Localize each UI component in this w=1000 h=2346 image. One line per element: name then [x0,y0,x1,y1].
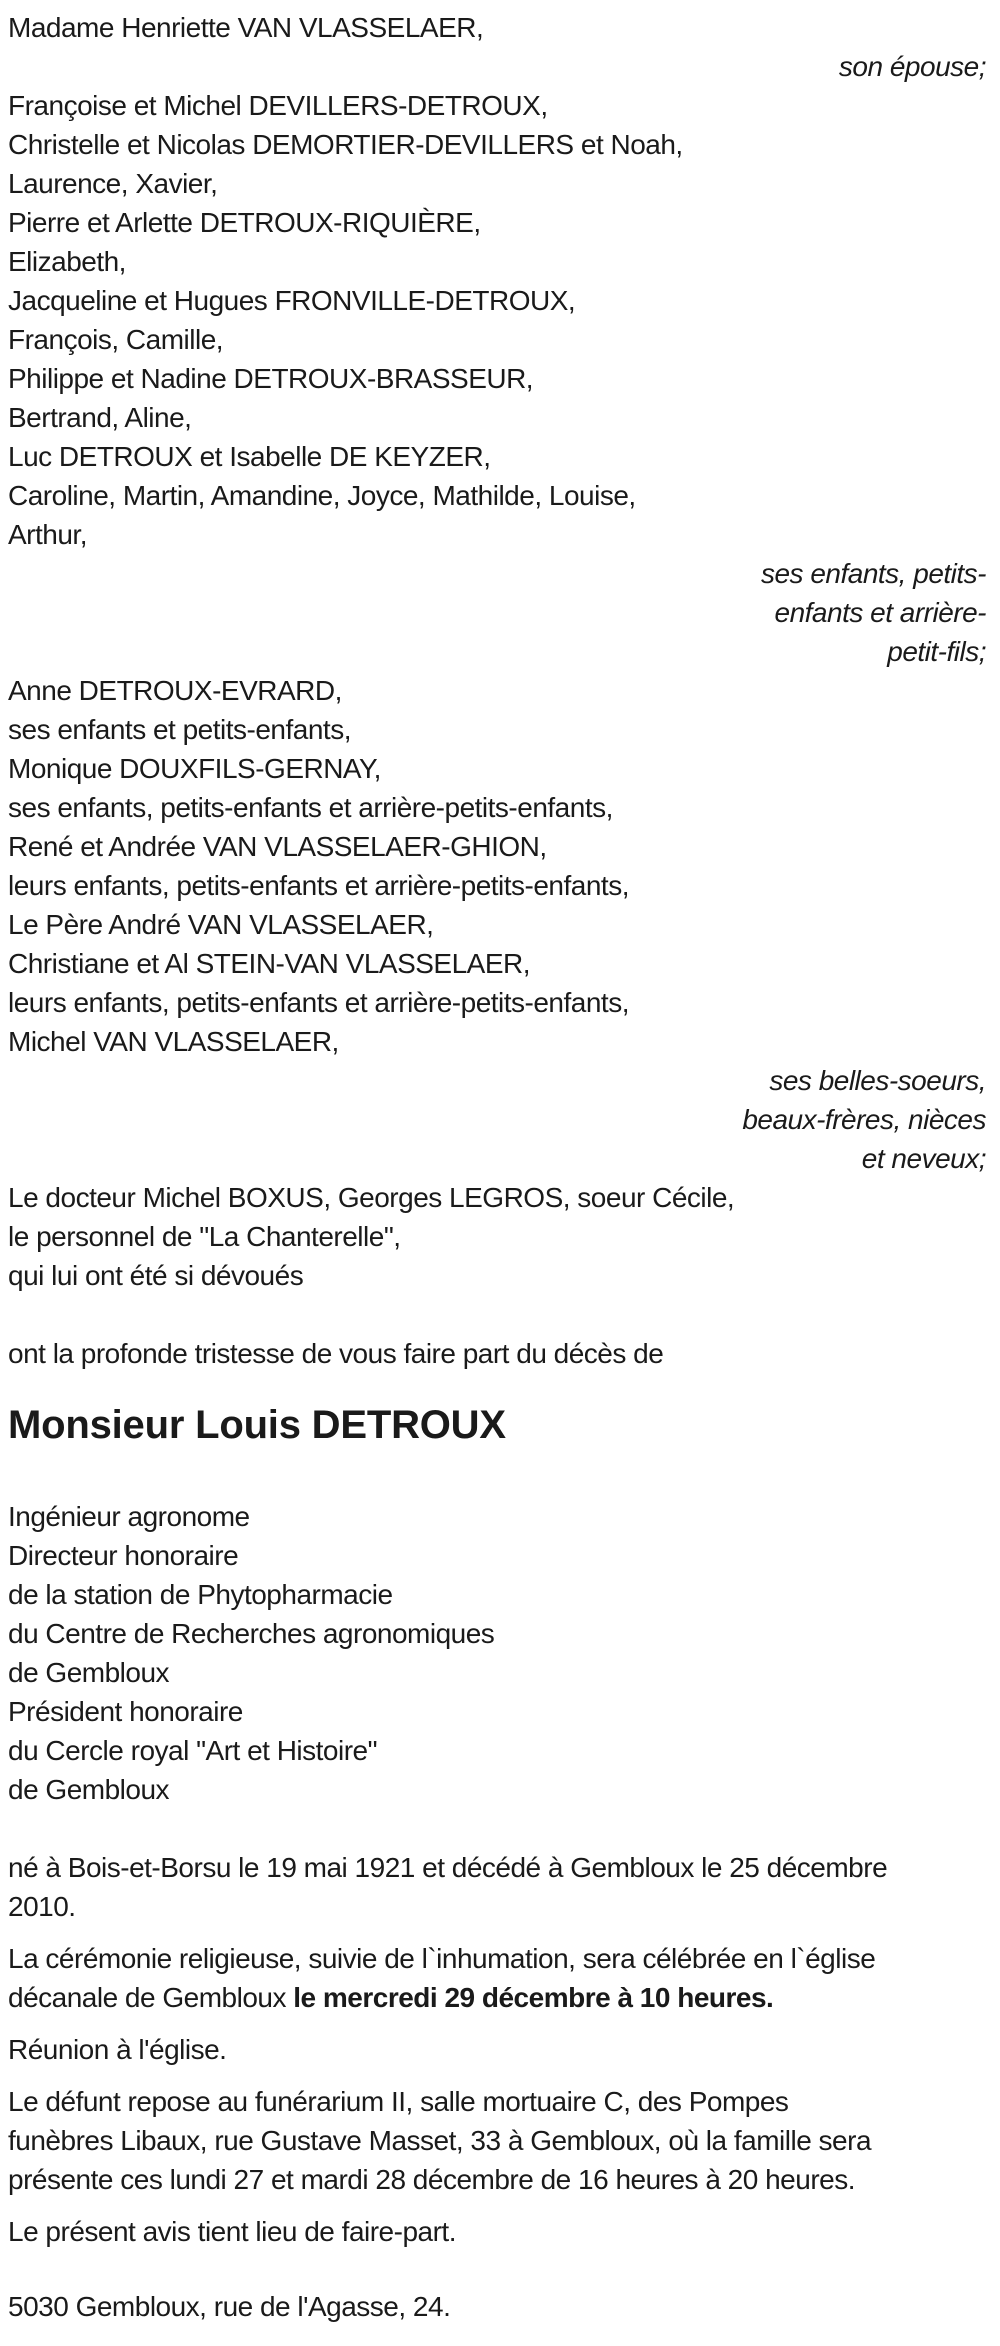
text-segment: Président honoraire [8,1696,243,1727]
notice-line [8,437,986,476]
text-segment: petit-fils; [887,636,986,667]
notice-line [8,710,986,749]
notice-line [8,1217,986,1256]
section-caregivers-names [8,1178,986,1295]
notice-line [8,476,986,515]
text-segment: Le Père André VAN VLASSELAER, [8,909,434,940]
text-segment: beaux-frères, nièces [742,1104,986,1135]
notice-line [8,203,986,242]
text-segment: ses enfants et petits-enfants, [8,714,351,745]
notice-line [8,515,986,554]
notice-line [8,554,986,593]
notice-line [8,1497,986,1536]
text-segment: Christelle et Nicolas DEMORTIER-DEVILLERS et Noah, [8,129,683,160]
text-segment: Christiane et Al STEIN-VAN VLASSELAER, [8,948,531,979]
notice-line [8,8,986,47]
text-segment: de Gembloux [8,1657,170,1688]
text-segment: funèbres Libaux, rue Gustave Masset, 33 à Gembloux, où la famille sera [8,2125,872,2156]
notice-line [8,2287,986,2326]
notice-line [8,242,986,281]
notice-line [8,1731,986,1770]
text-segment: ont la profonde tristesse de vous faire part du décès de [8,1338,664,1369]
text-segment: de Gembloux [8,1774,170,1805]
notice-line [8,86,986,125]
notice-line [8,2212,986,2251]
text-segment: du Centre de Recherches agronomiques [8,1618,495,1649]
notice-line [8,983,986,1022]
notice-line [8,866,986,905]
text-segment: Monique DOUXFILS-GERNAY, [8,753,381,784]
text-segment: Pierre et Arlette DETROUX-RIQUIÈRE, [8,207,481,238]
section-birth-death [8,1848,986,1926]
notice-line [8,1536,986,1575]
text-segment: Le défunt repose au funérarium II, salle mortuaire C, des Pompes [8,2086,789,2117]
text-segment: ses enfants, petits- [760,558,986,589]
text-segment: Ingénieur agronome [8,1501,250,1532]
text-segment: le personnel de "La Chanterelle", [8,1221,401,1252]
text-segment: Elizabeth, [8,246,126,277]
text-segment: Jacqueline et Hugues FRONVILLE-DETROUX, [8,285,576,316]
section-avis [8,2212,986,2251]
notice-line [8,1178,986,1217]
text-segment: 5030 Gembloux, rue de l'Agasse, 24. [8,2291,451,2322]
text-segment: enfants et arrière- [774,597,986,628]
text-segment: Françoise et Michel DEVILLERS-DETROUX, [8,90,548,121]
text-segment: Le docteur Michel BOXUS, Georges LEGROS, soeur Cécile, [8,1182,735,1213]
notice-line [8,1022,986,1061]
text-segment: René et Andrée VAN VLASSELAER-GHION, [8,831,547,862]
notice-line [8,2082,986,2121]
notice-line [8,1848,986,1887]
text-segment: son épouse; [838,51,986,82]
notice-line [8,1939,986,1978]
text-segment: Réunion à l'église. [8,2034,227,2065]
text-segment: François, Camille, [8,324,224,355]
section-spouse-name [8,8,986,47]
notice-text-flow [8,8,986,2326]
notice-line [8,1887,986,1926]
notice-line [8,2030,986,2069]
notice-line [8,398,986,437]
notice-line [8,1139,986,1178]
notice-line [8,1653,986,1692]
section-titles [8,1497,986,1809]
notice-line [8,320,986,359]
text-segment: Le présent avis tient lieu de faire-part. [8,2216,456,2247]
notice-line [8,47,986,86]
notice-line [8,1061,986,1100]
notice-line [8,749,986,788]
notice-line [8,164,986,203]
notice-line [8,1692,986,1731]
text-segment: Luc DETROUX et Isabelle DE KEYZER, [8,441,491,472]
section-children-relation [8,554,986,671]
text-segment: leurs enfants, petits-enfants et arrière-petits-enfants, [8,987,629,1018]
text-segment: La cérémonie religieuse, suivie de l`inhumation, sera célébrée en l`église [8,1943,876,1974]
notice-line [8,632,986,671]
notice-line [8,1575,986,1614]
text-segment: et neveux; [861,1143,986,1174]
notice-line [8,281,986,320]
text-segment: ses enfants, petits-enfants et arrière-petits-enfants, [8,792,613,823]
section-spouse-relation [8,47,986,86]
text-segment: Madame Henriette VAN VLASSELAER, [8,12,484,43]
notice-line [8,827,986,866]
notice-line [8,593,986,632]
notice-line [8,1770,986,1809]
text-segment: né à Bois-et-Borsu le 19 mai 1921 et décédé à Gembloux le 25 décembre [8,1852,888,1883]
section-deceased-name [8,1399,986,1451]
text-segment: Bertrand, Aline, [8,402,192,433]
text-segment: Laurence, Xavier, [8,168,218,199]
notice-line [8,359,986,398]
notice-line [8,905,986,944]
section-children-names [8,86,986,554]
text-segment: présente ces lundi 27 et mardi 28 décembre de 16 heures à 20 heures. [8,2164,856,2195]
notice-line [8,125,986,164]
text-segment: Anne DETROUX-EVRARD, [8,675,342,706]
notice-line [8,944,986,983]
text-segment: le mercredi 29 décembre à 10 heures. [293,1982,774,2013]
section-announcement [8,1334,986,1373]
notice-line [8,2160,986,2199]
deceased-name-heading [8,1399,986,1451]
text-segment: du Cercle royal "Art et Histoire" [8,1735,378,1766]
notice-line [8,1334,986,1373]
notice-line [8,1978,986,2017]
text-segment: décanale de Gembloux [8,1982,294,2013]
text-segment: qui lui ont été si dévoués [8,1260,304,1291]
notice-line [8,788,986,827]
text-segment: Caroline, Martin, Amandine, Joyce, Mathilde, Louise, [8,480,636,511]
section-meeting [8,2030,986,2069]
text-segment: Directeur honoraire [8,1540,239,1571]
section-extended-family-relation [8,1061,986,1178]
text-segment: Philippe et Nadine DETROUX-BRASSEUR, [8,363,534,394]
text-segment: ses belles-soeurs, [769,1065,986,1096]
text-segment: Monsieur Louis DETROUX [8,1403,506,1447]
text-segment: de la station de Phytopharmacie [8,1579,393,1610]
notice-line [8,1100,986,1139]
notice-line [8,671,986,710]
text-segment: Arthur, [8,519,87,550]
section-funerarium [8,2082,986,2199]
text-segment: 2010. [8,1891,76,1922]
notice-line [8,1614,986,1653]
section-extended-family-names [8,671,986,1061]
section-address [8,2287,986,2326]
section-ceremony [8,1939,986,2017]
text-segment: Michel VAN VLASSELAER, [8,1026,339,1057]
text-segment: leurs enfants, petits-enfants et arrière-petits-enfants, [8,870,629,901]
notice-line [8,2121,986,2160]
notice-line [8,1256,986,1295]
